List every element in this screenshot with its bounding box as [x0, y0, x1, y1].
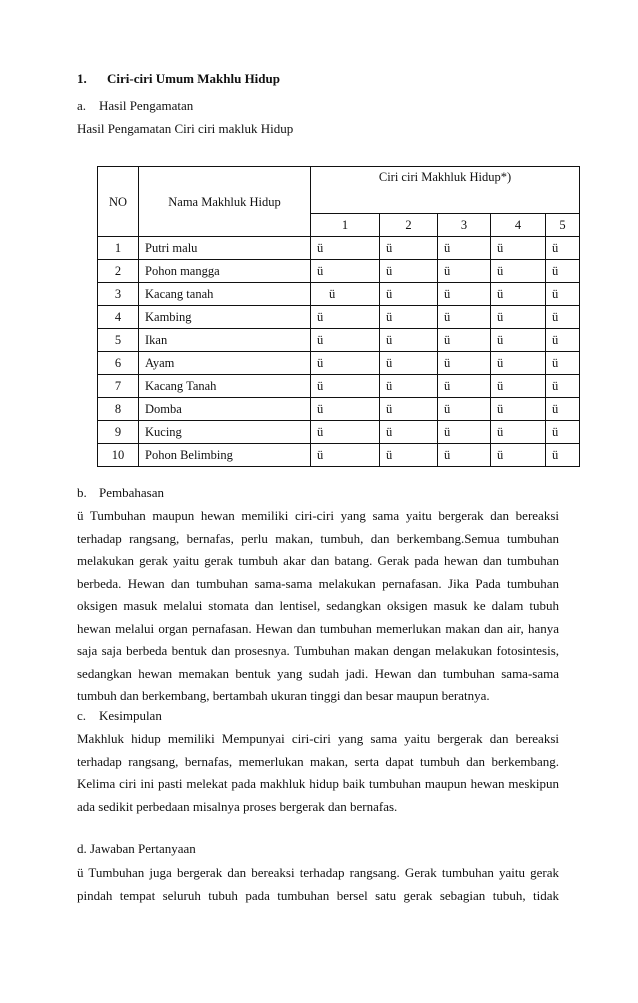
check-mark: ü — [546, 375, 580, 398]
row-name: Kambing — [139, 306, 311, 329]
check-mark: ü — [546, 329, 580, 352]
check-mark: ü — [438, 329, 491, 352]
discussion-paragraph — [77, 505, 559, 708]
section-title: Ciri-ciri Umum Makhlu Hidup — [107, 71, 280, 86]
row-no: 9 — [98, 421, 139, 444]
check-mark: ü — [491, 283, 546, 306]
table-row — [98, 306, 580, 329]
section-heading — [77, 71, 280, 87]
subheader-5: 5 — [546, 214, 580, 237]
table-row — [98, 398, 580, 421]
table-row — [98, 260, 580, 283]
subsection-b-label: b. — [77, 485, 87, 500]
row-name: Putri malu — [139, 237, 311, 260]
row-name: Pohon Belimbing — [139, 444, 311, 467]
check-mark: ü — [546, 421, 580, 444]
subsection-c-heading — [77, 708, 162, 724]
check-mark: ü — [491, 352, 546, 375]
subsection-d-title: Jawaban Pertanyaan — [90, 841, 196, 856]
subsection-c-title: Kesimpulan — [99, 708, 162, 723]
check-mark: ü — [380, 260, 438, 283]
check-mark: ü — [438, 444, 491, 467]
check-mark: ü — [380, 352, 438, 375]
check-mark: ü — [311, 375, 380, 398]
check-mark: ü — [380, 283, 438, 306]
row-no: 5 — [98, 329, 139, 352]
subsection-b-title: Pembahasan — [99, 485, 164, 500]
check-mark: ü — [311, 398, 380, 421]
check-mark: ü — [491, 329, 546, 352]
check-mark: ü — [438, 375, 491, 398]
discussion-text: ü Tumbuhan maupun hewan memiliki ciri-ciri yang sama yaitu bergerak dan bereaksi terhadap rangsang, bernafas, perlu makan, tumbuh, dan berkembang.Semua tumbuhan melakukan gerak yaitu gerak tumbuh akar dan batang. Gerak pada hewan dan tumbuhan berbeda. Hewan dan tumbuhan sama-sama melakukan pernafasan. Jika Pada tumbuhan oksigen masuk melalui stomata dan lentisel, sedangkan oksigen masuk ke dalam tubuh hewan melalui organ pernafasan. Hewan dan tumbuhan memerlukan makan dan air, hanya saja saja berbeda bentuk dan prosesnya. Tumbuhan makan dengan melakukan fotosintesis, sedangkan hewan memakan bentuk yang sudah jadi. Hewan dan tumbuhan sama-sama tumbuh dan berkembang, bertambah ukuran tinggi dan besar maupun beratnya. — [77, 508, 559, 703]
subsection-d-heading — [77, 841, 196, 857]
check-mark: ü — [380, 237, 438, 260]
header-characteristics-label: Ciri ciri Makhluk Hidup*) — [378, 170, 512, 184]
check-mark: ü — [438, 306, 491, 329]
row-name: Ayam — [139, 352, 311, 375]
check-mark: ü — [491, 398, 546, 421]
check-mark: ü — [438, 283, 491, 306]
check-mark: ü — [491, 306, 546, 329]
table-caption: Hasil Pengamatan Ciri ciri makluk Hidup — [77, 121, 294, 136]
subheader-4: 4 — [491, 214, 546, 237]
check-mark: ü — [546, 237, 580, 260]
check-mark: ü — [546, 352, 580, 375]
check-mark: ü — [311, 237, 380, 260]
answer-paragraph — [77, 862, 559, 907]
check-mark: ü — [380, 398, 438, 421]
header-characteristics — [311, 167, 580, 214]
check-mark: ü — [438, 398, 491, 421]
row-no: 3 — [98, 283, 139, 306]
subsection-a-heading — [77, 98, 193, 114]
check-mark: ü — [311, 352, 380, 375]
check-mark: ü — [491, 260, 546, 283]
table-row — [98, 375, 580, 398]
table-row — [98, 329, 580, 352]
header-name: Nama Makhluk Hidup — [139, 167, 311, 237]
table-row — [98, 444, 580, 467]
subheader-3: 3 — [438, 214, 491, 237]
section-number: 1. — [77, 71, 87, 86]
check-mark: ü — [311, 283, 380, 306]
check-mark: ü — [438, 352, 491, 375]
table-row — [98, 421, 580, 444]
row-name: Kacang Tanah — [139, 375, 311, 398]
subsection-d-label: d. — [77, 841, 87, 856]
check-mark: ü — [380, 375, 438, 398]
check-mark: ü — [380, 444, 438, 467]
row-name: Ikan — [139, 329, 311, 352]
check-mark: ü — [438, 260, 491, 283]
answer-text: ü Tumbuhan juga bergerak dan bereaksi terhadap rangsang. Gerak tumbuhan yaitu gerak pindah tempat seluruh tubuh pada tumbuhan bersel satu gerak sebagian tubuh, tidak — [77, 865, 559, 903]
check-mark: ü — [380, 306, 438, 329]
check-mark: ü — [311, 444, 380, 467]
row-no: 8 — [98, 398, 139, 421]
table-row — [98, 283, 580, 306]
header-no: NO — [98, 167, 139, 237]
row-no: 10 — [98, 444, 139, 467]
check-mark: ü — [311, 306, 380, 329]
table-header-row — [98, 167, 580, 214]
table-row — [98, 352, 580, 375]
conclusion-paragraph — [77, 728, 559, 818]
row-name: Kucing — [139, 421, 311, 444]
row-no: 7 — [98, 375, 139, 398]
check-mark: ü — [491, 421, 546, 444]
row-name: Kacang tanah — [139, 283, 311, 306]
check-mark: ü — [380, 329, 438, 352]
subsection-c-label: c. — [77, 708, 87, 723]
conclusion-text: Makhluk hidup memiliki Mempunyai ciri-ciri yang sama yaitu bergerak dan bereaksi terhadap rangsang, bernafas, memerlukan makan, serta dapat tumbuh dan berkembang. Kelima ciri ini pasti melekat pada makhluk hidup baik tumbuhan maupun hewan meskipun ada sedikit perbedaan misalnya proses bergerak dan bernafas. — [77, 731, 559, 814]
check-mark: ü — [311, 421, 380, 444]
row-no: 6 — [98, 352, 139, 375]
check-mark: ü — [491, 375, 546, 398]
observation-table — [97, 166, 580, 467]
row-name: Domba — [139, 398, 311, 421]
check-mark: ü — [311, 260, 380, 283]
subsection-a-title: Hasil Pengamatan — [99, 98, 194, 113]
check-mark: ü — [311, 329, 380, 352]
check-mark: ü — [546, 306, 580, 329]
check-mark: ü — [546, 444, 580, 467]
subheader-1: 1 — [311, 214, 380, 237]
check-mark: ü — [438, 237, 491, 260]
row-no: 1 — [98, 237, 139, 260]
subheader-2: 2 — [380, 214, 438, 237]
subsection-b-heading — [77, 485, 164, 501]
check-mark: ü — [491, 444, 546, 467]
check-mark: ü — [438, 421, 491, 444]
check-mark: ü — [546, 398, 580, 421]
row-name: Pohon mangga — [139, 260, 311, 283]
check-mark: ü — [546, 260, 580, 283]
check-mark: ü — [491, 237, 546, 260]
check-mark: ü — [546, 283, 580, 306]
table-row — [98, 237, 580, 260]
check-mark: ü — [380, 421, 438, 444]
subsection-a-label: a. — [77, 98, 87, 113]
row-no: 2 — [98, 260, 139, 283]
row-no: 4 — [98, 306, 139, 329]
